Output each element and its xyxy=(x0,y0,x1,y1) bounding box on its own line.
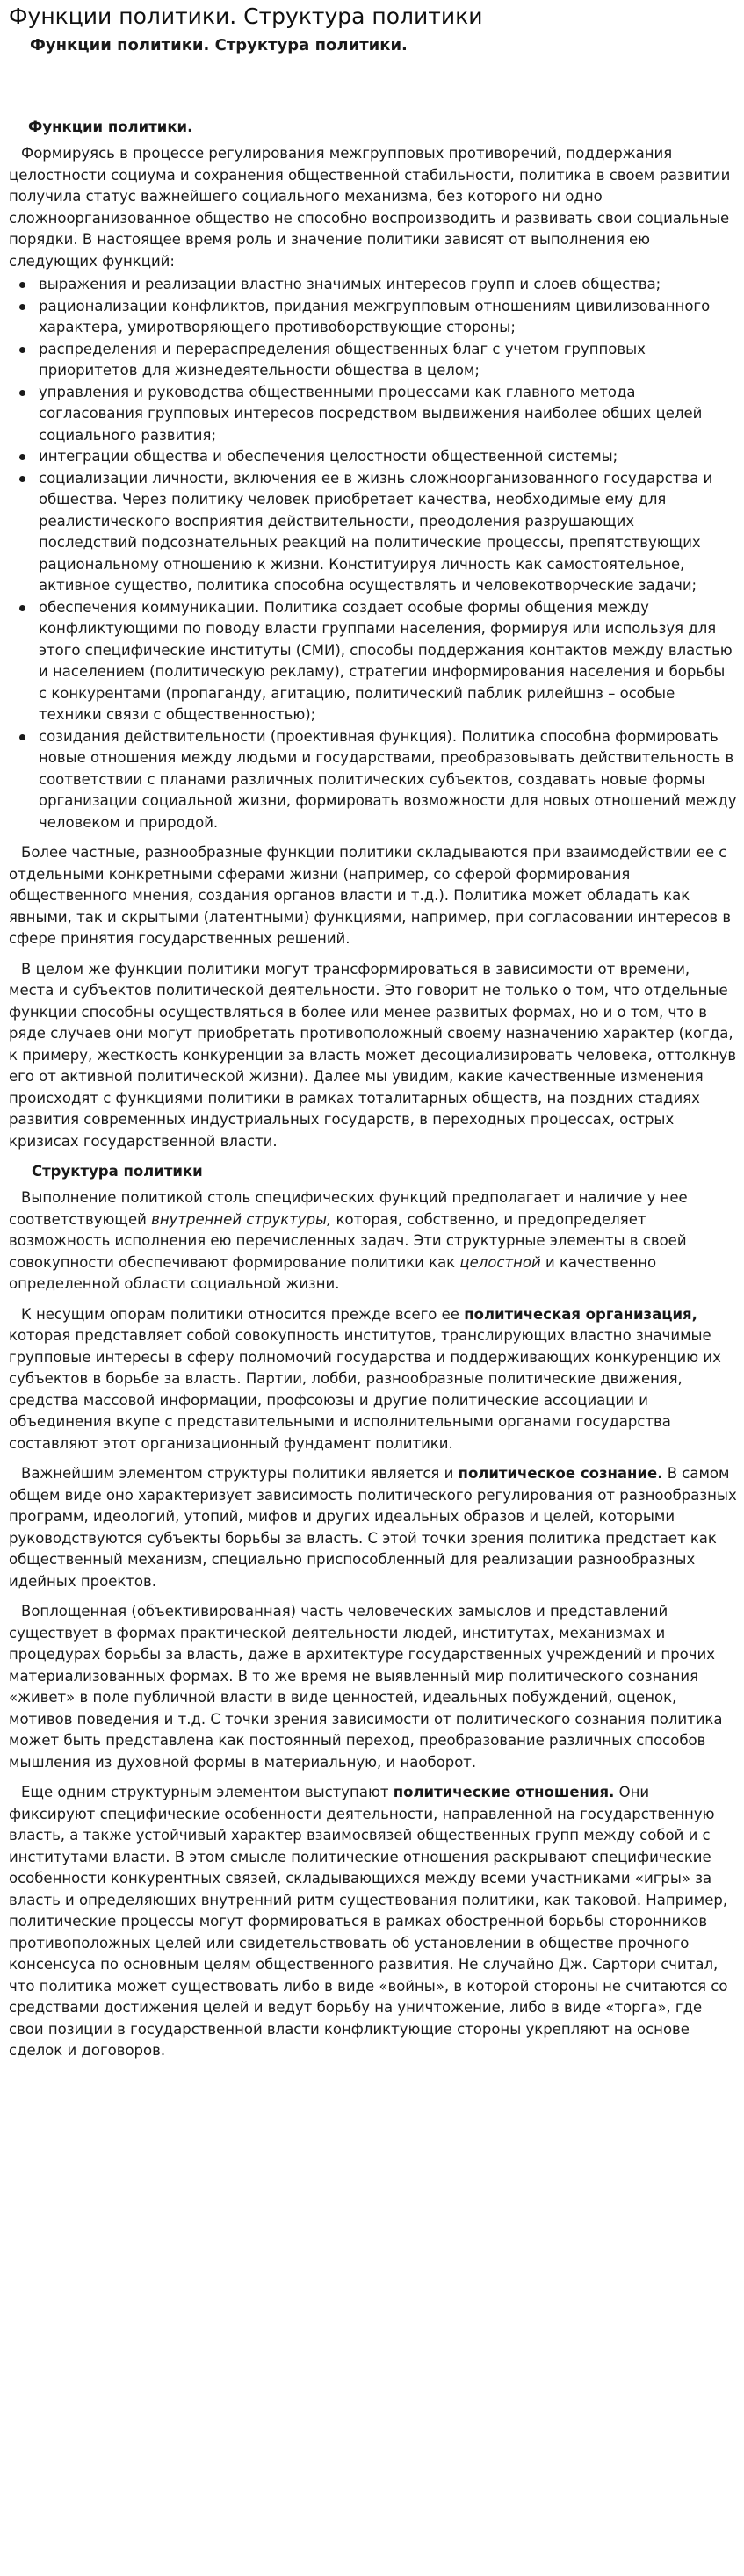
paragraph-political-consciousness xyxy=(9,1463,737,1592)
paragraph-embodied-ideas: Воплощенная (объективированная) часть человеческих замыслов и представлений существует в формах практической деятельности людей, институтах, механизмах и процедурах борьбы за власть, даже в архитектуре государственных учреждений и прочих материализованных формах. В то же время не выявленный мир политического сознания «живет» в поле публичной власти в виде ценностей, идеальных побуждений, оценок, мотивов поведения и т.д. С точки зрения зависимости от политического сознания политика может быть представлена как постоянный переход, преобразование различных способов мышления из духовной формы в материальную, и наоборот. xyxy=(9,1603,723,1771)
paragraph-political-organization xyxy=(9,1304,737,1455)
section-heading-structure: Структура политики xyxy=(32,1163,203,1180)
section-heading-functions: Функции политики. xyxy=(28,119,193,135)
list-item: распределения и перераспределения общественных благ с учетом групповых приоритетов для жизнедеятельности общества в целом; xyxy=(39,339,737,382)
list-item: обеспечения коммуникации. Политика создает особые формы общения между конфликтующими по поводу власти группами населения, формируя или используя для этого специфические институты (СМИ), способы поддержания контактов между властью и населением (политическую рекламу), стратегии информирования населения и борьбы с конкурентами (пропаганду, агитацию, политический паблик рилейшнз – особые техники связи с общественностью); xyxy=(39,597,737,726)
term-political-relations: политические отношения. xyxy=(393,1784,615,1800)
text-run: которая представляет собой совокупность институтов, транслирующих властно значимые групповые интересы в сферу полномочий государства и поддерживающих конкуренцию их субъектов в борьбе за власть. Партии, лобби, разнообразные политические движения, средства массовой информации, профсоюзы и другие политические ассоциации и объединения вкупе с представительными и исполнительными органами государства составляют этот организационный фундамент политики. xyxy=(9,1327,721,1452)
list-item: интеграции общества и обеспечения целостности общественной системы; xyxy=(39,446,737,468)
term-political-consciousness: политическое сознание. xyxy=(458,1465,663,1482)
functions-intro-paragraph: Формируясь в процессе регулирования межгрупповых противоречий, поддержания целостности социума и сохранения общественной стабильности, политика в своем развитии получила статус важнейшего социального механизма, без которого ни одно сложноорганизованное общество не способно воспроизводить и развивать свои социальные порядки. В настоящее время роль и значение политики зависят от выполнения ею следующих функций: xyxy=(9,145,731,270)
text-run: которая, собственно, и предопределяет возможность исполнения ею перечисленных задач. Эти структурные элементы в своей совокупности обеспечивают формирование политики как xyxy=(9,1210,687,1271)
emphasis-integral: целостной xyxy=(459,1253,541,1271)
text-run: К несущим опорам политики относится прежде всего ее xyxy=(21,1305,465,1323)
article-subtitle: Функции политики. Структура политики. xyxy=(30,36,408,54)
emphasis-internal-structure: внутренней структуры, xyxy=(151,1210,332,1228)
list-item: выражения и реализации властно значимых интересов групп и слоев общества; xyxy=(39,274,737,296)
text-run: Еще одним структурным элементом выступают xyxy=(21,1784,394,1800)
text-run: Важнейшим элементом структуры политики является и xyxy=(21,1465,459,1482)
list-item: рационализации конфликтов, придания межгрупповым отношениям цивилизованного характера, умиротворяющего противоборствующие стороны; xyxy=(39,296,737,339)
functions-list xyxy=(9,274,737,833)
list-item: социализации личности, включения ее в жизнь сложноорганизованного государства и общества. Через политику человек приобретает качества, необходимые ему для реалистического восприятия действительности, преодоления разрушающих последствий подсознательных реакций на политические процессы, препятствующих рациональному отношению к жизни. Конституируя личность как самостоятельное, активное существо, политика способна осуществлять и человекотворческие задачи; xyxy=(39,468,737,597)
page-title: Функции политики. Структура политики xyxy=(9,4,483,29)
paragraph-political-relations xyxy=(9,1782,737,2062)
paragraph-internal-structure xyxy=(9,1187,737,1295)
list-item: созидания действительности (проективная функция). Политика способна формировать новые отношения между людьми и государствами, преобразовывать действительность в соответствии с планами различных политических субъектов, создавать новые формы организации социальной жизни, формировать возможности для новых отношений между человеком и природой. xyxy=(39,726,737,834)
text-run: Выполнение политикой столь специфических функций предполагает и наличие у нее соответствующей xyxy=(9,1189,688,1228)
text-run: В самом общем виде оно характеризует зависимость политического регулирования от разнообразных программ, идеологий, утопий, мифов и других идеальных образов и целей, которыми руководствуются субъекты борьбы за власть. С этой точки зрения политика предстает как общественный механизм, специально приспособленный для реализации разнообразных идейных проектов. xyxy=(9,1465,737,1590)
term-political-organization: политическая организация, xyxy=(464,1305,697,1323)
text-run: и качественно определенной области социальной жизни. xyxy=(9,1253,657,1292)
text-run: Они фиксируют специфические особенности деятельности, направленной на государственную власть, а также устойчивый характер взаимосвязей общественных групп между собой и с институтами власти. В этом смысле политические отношения раскрывают специфические особенности конкурентных связей, складывающихся между всеми участниками «игры» за власть и определяющих внутренний ритм существования политики, как таковой. Например, политические процессы могут формироваться в рамках обостренной борьбы сторонников противоположных целей или свидетельствовать об установлении в обществе прочного консенсуса по основным целям общественного развития. Не случайно Дж. Сартори считал, что политика может существовать либо в виде «войны», в которой стороны не считаются со средствами достижения целей и ведут борьбу на уничтожение, либо в виде «торга», где свои позиции в государственной власти конфликтующие стороны укрепляют на основе сделок и договоров. xyxy=(9,1784,728,2059)
list-item: управления и руководства общественными процессами как главного метода согласования групповых интересов посредством выдвижения наиболее общих целей социального развития; xyxy=(39,382,737,447)
paragraph-functions-transform: В целом же функции политики могут трансформироваться в зависимости от времени, места и субъектов политической деятельности. Это говорит не только о том, что отдельные функции способны осуществляться в более или менее развитых формах, но и о том, что в ряде случаев они могут приобретать противоположный своему назначению характер (когда, к примеру, жесткость конкуренции за власть может десоциализировать человека, оттолкнув его от активной политической жизни). Далее мы увидим, какие качественные изменения происходят с функциями политики в рамках тоталитарных обществ, на поздних стадиях развития современных индустриальных государств, в переходных процессах, острых кризисах государственной власти. xyxy=(9,960,737,1150)
paragraph-particular-functions: Более частные, разнообразные функции политики складываются при взаимодействии ее с отдельными конкретными сферами жизни (например, со сферой формирования общественного мнения, создания органов власти и т.д.). Политика может обладать как явными, так и скрытыми (латентными) функциями, например, при согласовании интересов в сфере принятия государственных решений. xyxy=(9,844,732,947)
